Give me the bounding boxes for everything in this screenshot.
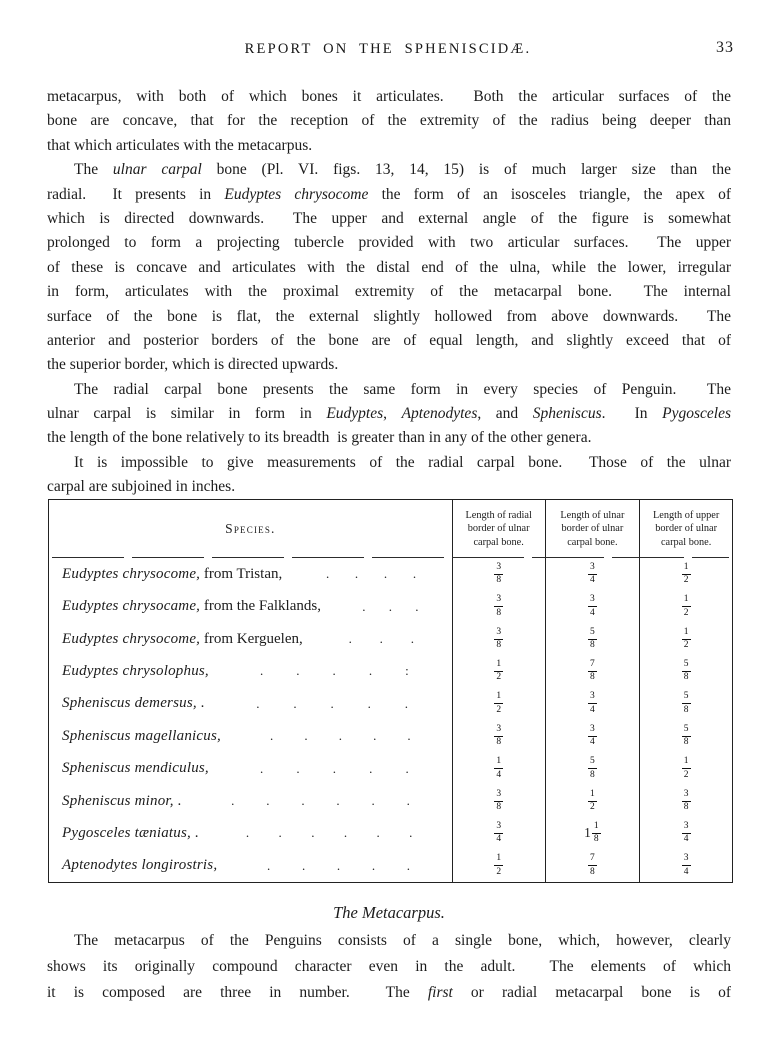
leader-dot: . <box>405 760 409 776</box>
table-row <box>49 817 732 849</box>
fraction: $\frac{5}{8}$ <box>590 626 595 651</box>
leader-dot: . <box>296 663 300 679</box>
leader-dot: . <box>354 566 359 582</box>
value-cell-upper <box>639 785 732 817</box>
fraction: $\frac{3}{4}$ <box>590 594 595 618</box>
fraction: $\frac{1}{2}$ <box>496 691 502 715</box>
value-cell-upper <box>639 752 732 784</box>
fraction: $\frac{7}{8}$ <box>590 658 595 683</box>
text-line: The ulnar carpal bone (Pl. VI. figs. 13, 14, 15) is of much larger size than the <box>74 161 731 179</box>
value-cell-ulnar <box>545 558 640 590</box>
fraction: $\frac{3}{4}$ <box>590 691 595 715</box>
fraction: $\frac{3}{8}$ <box>496 626 502 651</box>
fraction: $\frac{3}{8}$ <box>683 788 689 813</box>
body-text-top <box>47 85 731 500</box>
leader-dot: . <box>325 566 330 582</box>
fraction: $\frac{3}{4}$ <box>590 561 595 586</box>
leader-dot: . <box>336 857 341 873</box>
leader-dot: . <box>336 793 340 809</box>
fraction: $\frac{1}{2}$ <box>590 788 595 813</box>
dot-leader <box>282 566 452 582</box>
col-header-radial-border: Length of radial border of ulnar carpal bone. <box>452 500 545 558</box>
value-cell-ulnar <box>545 752 640 784</box>
value-cell-upper <box>639 655 732 687</box>
dot-leader <box>217 858 452 874</box>
value-cell-upper <box>639 817 732 849</box>
leader-dot: . <box>304 728 308 744</box>
text-line: of these is concave and articulates with the distal end of the ulna, while the lower, irregular <box>47 258 731 276</box>
value-cell-ulnar <box>545 785 640 817</box>
text-line: which is directed downwards. The upper and external angle of the figure is somewhat <box>47 209 731 227</box>
fraction: $\frac{3}{8}$ <box>496 561 502 586</box>
leader-dot: . <box>409 825 413 841</box>
species-cell: Eudyptes chrysolophus, . . . . : <box>49 655 452 687</box>
leader-dot: . <box>369 760 373 776</box>
leader-dot: . <box>376 825 380 841</box>
value-cell-radial <box>452 752 545 784</box>
value-cell-ulnar <box>545 688 640 720</box>
leader-dot: . <box>412 566 417 582</box>
fraction: $\frac{3}{4}$ <box>590 723 595 748</box>
text-line: The radial carpal bone presents the same form in every species of Penguin. The <box>74 380 731 398</box>
leader-dot: . <box>270 728 274 744</box>
leader-dot: . <box>330 695 334 711</box>
text-line: in form, articulates with the proximal extremity of the metacarpal bone. The internal <box>47 283 731 301</box>
fraction: $\frac{3}{8}$ <box>496 594 502 618</box>
dot-leader <box>209 761 452 777</box>
col-header-upper-border: Length of upper border of ulnar carpal bone. <box>639 500 732 558</box>
species-cell: Spheniscus demersus, . . . . . . <box>49 688 452 720</box>
fraction: $\frac{1}{8}$ <box>593 820 599 845</box>
leader-dot: . <box>332 760 336 776</box>
text-line: It is impossible to give measurements of the radial carpal bone. Those of the ulnar <box>74 453 731 471</box>
value-cell-ulnar <box>545 850 640 882</box>
dot-leader <box>221 728 452 744</box>
text-line: surface of the bone is flat, the external slightly hollowed from above downwards. The <box>47 307 731 325</box>
leader-dot: . <box>406 793 410 809</box>
text-line: it is composed are three in number. The first or radial metacarpal bone is of <box>47 984 731 1001</box>
fraction: $\frac{1}{4}$ <box>496 756 502 780</box>
value-cell-radial <box>452 655 545 687</box>
fraction: $\frac{3}{4}$ <box>683 820 689 845</box>
leader-dot: . <box>332 663 336 679</box>
table-row <box>49 752 732 784</box>
fraction: $\frac{5}{8}$ <box>683 658 689 683</box>
table-header-row <box>49 500 732 558</box>
species-cell: Eudyptes chrysocome, from Tristan, . . . . <box>49 558 452 590</box>
col-header-species: Species. <box>225 521 276 536</box>
table-row <box>49 590 732 622</box>
leader-dot: . <box>266 857 271 873</box>
value-cell-radial <box>452 785 545 817</box>
col-header-ulnar-border: Length of ulnar border of ulnar carpal bone. <box>545 500 640 558</box>
leader-dot: . <box>301 793 305 809</box>
value-cell-radial <box>452 720 545 752</box>
text-line: metacarpus, with both of which bones it articulates. Both the articular surfaces of the <box>47 88 731 105</box>
leader-dot: . <box>371 857 376 873</box>
fraction: $\frac{3}{4}$ <box>496 820 502 845</box>
fraction: $\frac{1}{2}$ <box>683 756 689 780</box>
value-cell-radial <box>452 850 545 882</box>
fraction: $\frac{1}{2}$ <box>683 626 689 651</box>
fraction: $\frac{3}{4}$ <box>683 853 689 877</box>
table-row <box>49 785 732 817</box>
dot-leader <box>209 663 452 679</box>
value-cell-upper <box>639 558 732 590</box>
leader-dot: . <box>371 793 375 809</box>
text-line: carpal are subjoined in inches. <box>47 478 236 496</box>
dot-leader <box>204 696 452 712</box>
species-cell: Pygosceles tæniatus, . . . . . . . <box>49 817 452 849</box>
value-cell-radial <box>452 558 545 590</box>
value-cell-upper <box>639 623 732 655</box>
leader-dot: . <box>338 728 342 744</box>
text-line: ulnar carpal is similar in form in Eudyptes, Aptenodytes, and Spheniscus. In Pygosceles <box>47 405 731 423</box>
leader-dot: . <box>296 760 300 776</box>
section-heading: The Metacarpus. <box>333 903 445 922</box>
leader-dot: . <box>343 825 348 841</box>
value-cell-ulnar <box>545 590 640 622</box>
value-cell-radial <box>452 817 545 849</box>
leader-dot: : <box>405 663 409 679</box>
leader-dot: . <box>379 631 383 647</box>
value-cell-radial <box>452 623 545 655</box>
text-line: radial. It presents in Eudyptes chrysocome the form of an isosceles triangle, the apex of <box>47 185 731 203</box>
leader-dot: . <box>406 857 411 873</box>
dot-leader <box>181 793 452 809</box>
species-cell: Aptenodytes longirostris, . . . . . <box>49 850 452 882</box>
value-cell-upper <box>639 720 732 752</box>
leader-dot: . <box>259 663 264 679</box>
species-cell: Spheniscus mendiculus, . . . . . <box>49 752 452 784</box>
text-line: anterior and posterior borders of the bone are of equal length, and slightly exceed that of <box>47 331 731 349</box>
species-cell: Spheniscus minor, . . . . . . . <box>49 785 452 817</box>
table-row <box>49 623 732 655</box>
value-cell-radial <box>452 590 545 622</box>
fraction: $\frac{3}{8}$ <box>496 723 502 748</box>
text-line: The metacarpus of the Penguins consists of a single bone, which, however, clearly <box>74 932 731 949</box>
value-cell-ulnar <box>545 623 640 655</box>
leader-dot: . <box>231 793 235 809</box>
dot-leader <box>198 825 451 841</box>
leader-dot: . <box>367 695 371 711</box>
dot-leader <box>321 599 452 615</box>
metacarpus-paragraph <box>47 928 731 1006</box>
fraction: $\frac{1}{2}$ <box>496 853 502 877</box>
table-row <box>49 720 732 752</box>
leader-dot: . <box>293 695 297 711</box>
value-cell-ulnar <box>545 655 640 687</box>
leader-dot: . <box>260 760 264 776</box>
fraction: $\frac{1}{2}$ <box>683 561 689 586</box>
leader-dot: . <box>368 663 373 679</box>
value-cell-upper <box>639 850 732 882</box>
value-cell-upper <box>639 688 732 720</box>
fraction: $\frac{5}{8}$ <box>683 723 689 748</box>
text-line: the superior border, which is directed upwards. <box>47 356 339 374</box>
leader-dot: . <box>311 825 315 841</box>
text-line: the length of the bone relatively to its breadth is greater than in any of the other genera. <box>47 429 592 447</box>
fraction: $\frac{1}{2}$ <box>496 658 502 683</box>
fraction: $\frac{5}{8}$ <box>590 756 595 780</box>
page-number: 33 <box>716 39 734 56</box>
value-cell-upper <box>639 590 732 622</box>
whole-number: 1 <box>584 825 591 841</box>
leader-dot: . <box>266 793 270 809</box>
leader-dot: . <box>410 631 414 647</box>
carpal-measurements-table <box>48 499 733 883</box>
dot-leader <box>303 631 452 647</box>
leader-dot: . <box>348 631 352 647</box>
leader-dot: . <box>415 598 419 614</box>
value-cell-radial <box>452 688 545 720</box>
fraction: $\frac{1}{2}$ <box>683 594 689 618</box>
text-line: that which articulates with the metacarpus. <box>47 136 313 154</box>
text-line: bone are concave, that for the reception of the extremity of the radius being deeper than <box>47 112 731 130</box>
table-row <box>49 850 732 882</box>
leader-dot: . <box>256 695 260 711</box>
fraction: $\frac{5}{8}$ <box>683 691 689 715</box>
running-header: REPORT ON THE SPHENISCIDÆ. <box>244 41 532 57</box>
leader-dot: . <box>407 728 411 744</box>
table-row <box>49 655 732 687</box>
species-cell: Eudyptes chrysocome, from Kerguelen, . . . <box>49 623 452 655</box>
leader-dot: . <box>383 566 388 582</box>
leader-dot: . <box>362 598 366 614</box>
table-body <box>49 558 732 882</box>
fraction: $\frac{7}{8}$ <box>590 853 595 877</box>
leader-dot: . <box>245 825 250 841</box>
text-line: shows its originally compound character even in the adult. The elements of which <box>47 958 731 975</box>
table-row <box>49 558 732 590</box>
leader-dot: . <box>404 695 408 711</box>
species-cell: Spheniscus magellanicus, . . . . . <box>49 720 452 752</box>
leader-dot: . <box>373 728 377 744</box>
leader-dot: . <box>301 857 306 873</box>
table-row <box>49 688 732 720</box>
value-cell-ulnar <box>545 720 640 752</box>
leader-dot: . <box>278 825 282 841</box>
value-cell-ulnar <box>545 817 640 849</box>
text-line: prolonged to form a projecting tubercle provided with two articular surfaces. The upper <box>47 234 731 252</box>
fraction: $\frac{3}{8}$ <box>496 788 502 813</box>
leader-dot: . <box>388 598 393 614</box>
species-cell: Eudyptes chrysocame, from the Falklands, . . . <box>49 590 452 622</box>
body-text-bottom <box>47 903 731 1006</box>
